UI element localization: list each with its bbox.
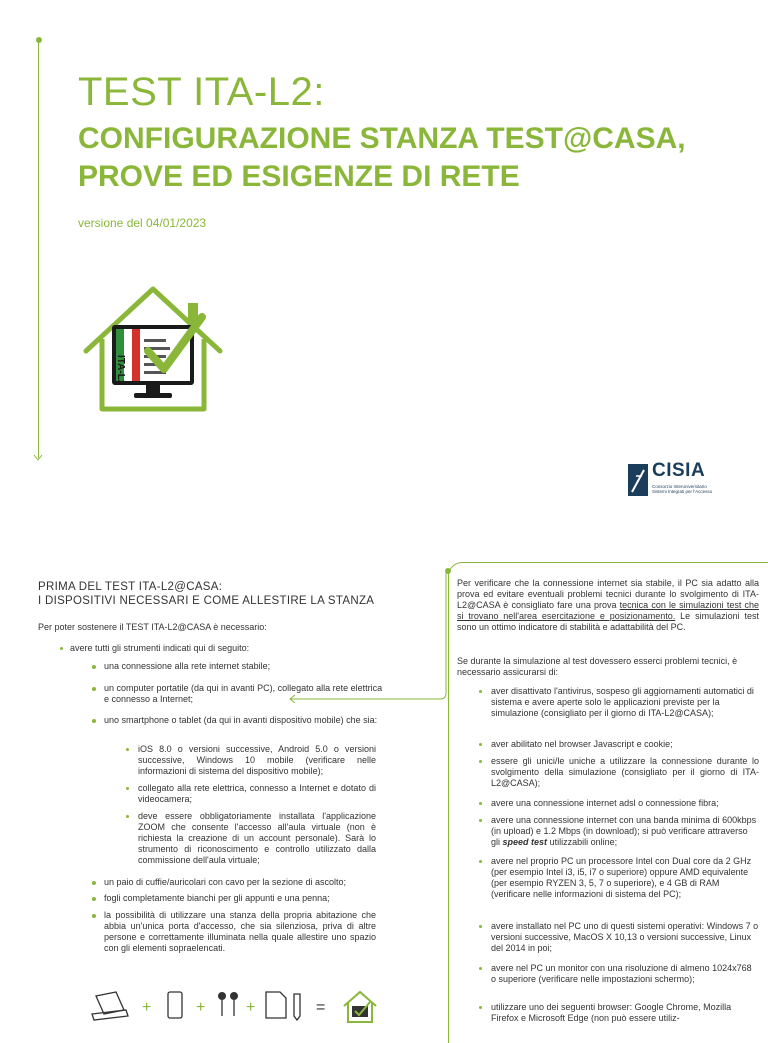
list-item: la possibilità di utilizzare una stanza della propria abitazione che abbia un'unica porta d'accesso, che sia silenziosa, priva di altre persone e correttamente illuminata nella quale allestire uno spazio con gli elementi sopraelencati. — [104, 910, 376, 953]
bullet-dot — [479, 1006, 482, 1009]
check-item: aver disattivato l'antivirus, sospeso gli aggiornamenti automatici di sistema e avere aperte solo le applicazioni previste per la simulazione (consigliato per il giorno di ITA-L2@CASA); — [491, 686, 754, 718]
box-dot — [445, 568, 451, 574]
check-item: avere nel PC un monitor con una risoluzione di almeno 1024x768 o superiore (verificare nelle impostazioni schermo); — [491, 963, 752, 984]
bullet-dot — [479, 690, 482, 693]
bullet-dot — [92, 897, 96, 901]
section-title-line-2: I DISPOSITIVI NECESSARI E COME ALLESTIRE LA STANZA — [38, 595, 375, 607]
smartphone-icon — [168, 992, 182, 1018]
page-title: TEST ITA-L2: — [78, 70, 325, 114]
plus-sign: + — [246, 999, 256, 1016]
bullet-dot — [479, 925, 482, 928]
earbuds-icon — [218, 992, 238, 1016]
house-check-icon — [344, 992, 376, 1022]
check-item: essere gli unici/le uniche a utilizzare la connessione durante lo svolgimento della simulazione (consigliato per il giorno di ITA-L2@CASA); — [491, 756, 759, 788]
equals-sign: = — [316, 999, 326, 1016]
list-item: fogli completamente bianchi per gli appunti e una penna; — [104, 893, 330, 903]
list-item: un paio di cuffie/auricolari con cavo per la sezione di ascolto; — [104, 877, 346, 887]
bullet-dot — [479, 967, 482, 970]
bullet-dot — [126, 815, 129, 818]
box-paragraph-2: Se durante la simulazione al test dovessero esserci problemi tecnici, è necessario assicurarsi di: — [457, 656, 738, 677]
plus-sign: + — [196, 999, 206, 1016]
check-item — [491, 815, 759, 848]
check-item: avere nel proprio PC un processore Intel con Dual core da 2 GHz (per esempio Intel i3, i5, i7 o superiore) oppure AMD equivalente (per esempio RYZEN 3, 5, 7 o superiore), e 4 GB di RAM (verificare nelle informazioni di sistema del PC); — [491, 856, 752, 899]
list-lead: avere tutti gli strumenti indicati qui di seguito: — [70, 643, 250, 653]
section-title-line-1: PRIMA DEL TEST ITA-L2@CASA: — [38, 581, 223, 593]
subtitle-line-2: PROVE ED ESIGENZE DI RETE — [78, 160, 520, 193]
bullet-dot — [479, 802, 482, 805]
check-item: avere una connessione internet adsl o connessione fibra; — [491, 798, 719, 808]
simulation-link[interactable]: tecnica con le simulazioni test che si trovano nell'area esercitazione e posizionamento. — [457, 600, 759, 621]
house-label: ITA-L2 — [115, 355, 126, 386]
list-item: uno smartphone o tablet (da qui in avanti dispositivo mobile) che sia: — [104, 715, 378, 725]
bullet-dot — [479, 743, 482, 746]
arrow-down-icon — [33, 452, 43, 462]
list-item: un computer portatile (da qui in avanti PC), collegato alla rete elettrica e connesso a Internet; — [104, 683, 383, 704]
paper-pen-icon — [266, 992, 300, 1020]
speed-test-emphasis: speed test — [502, 837, 548, 847]
bullet-dot — [126, 748, 129, 751]
bullet-dot — [92, 687, 96, 691]
house-monitor-check-icon — [82, 285, 224, 413]
sub-list-item: iOS 8.0 o versioni successive, Android 5.0 o versioni successive, Windows 10 mobile (verificare nelle informazioni di sistema del dispositivo mobile); — [138, 744, 376, 776]
intro-text: Per poter sostenere il TEST ITA-L2@CASA è necessario: — [38, 622, 267, 632]
check-item: utilizzare uno dei seguenti browser: Google Chrome, Mozilla Firefox e Microsoft Edge (non può essere utiliz- — [491, 1002, 732, 1023]
check-item: avere installato nel PC uno di questi sistemi operativi: Windows 7 o versioni successive, MacOS X 10,13 o versioni successive, Linux del 2014 in poi; — [491, 921, 759, 953]
sub-list-item: deve essere obbligatoriamente installata l'applicazione ZOOM che consente l'accesso all'aula virtuale (non è richiesta la creazione di un account personale). Sarà lo strumento di riconoscimento e controllo utilizzato dalla commissione dell'aula virtuale; — [138, 811, 376, 865]
bullet-dot — [92, 914, 96, 918]
laptop-icon — [92, 992, 128, 1020]
check-item: aver abilitato nel browser Javascript e cookie; — [491, 739, 673, 749]
box-paragraph-1 — [457, 578, 759, 633]
list-item: una connessione alla rete internet stabile; — [104, 661, 271, 671]
bullet-dot — [92, 881, 96, 885]
check-item-text: avere una connessione internet con una banda minima di 600kbps (in upload) e 1.2 Mbps (in download); si può verificare attraverso gli — [491, 815, 757, 847]
paragraph-text: Le simulazioni test sono un ottimo indicatore di stabilità e adattabilità del PC. — [457, 611, 759, 632]
subtitle-line-1: CONFIGURAZIONE STANZA TEST@CASA, — [78, 122, 686, 155]
bullet-dot — [479, 860, 482, 863]
brand-name: CISIA — [652, 460, 706, 481]
bullet-dot — [479, 819, 482, 822]
version-date: versione del 04/01/2023 — [78, 216, 207, 230]
vertical-rule — [38, 40, 39, 458]
bullet-dot — [126, 787, 129, 790]
paragraph-text: Per verificare che la connessione internet sia stabile, il PC sia adatto alla prova ed evitare eventuali problemi tecnici durante lo svolgimento di ITA-L2@CASA è consigliato fare una prova — [457, 578, 759, 610]
bullet-dot — [92, 665, 96, 669]
check-item-text: utilizzabili online; — [549, 837, 618, 847]
brand-subtitle: Consorzio Interuniversitario Sistemi Integrati per l'Accesso — [652, 484, 713, 494]
bullet-dot — [60, 647, 63, 650]
connector-line — [285, 573, 451, 703]
sub-list-item: collegato alla rete elettrica, connesso a Internet e dotato di videocamera; — [138, 783, 376, 804]
equipment-equation — [90, 990, 390, 1024]
bullet-dot — [479, 760, 482, 763]
plus-sign: + — [142, 999, 152, 1016]
page-subtitle — [78, 120, 686, 196]
bullet-dot — [92, 719, 96, 723]
